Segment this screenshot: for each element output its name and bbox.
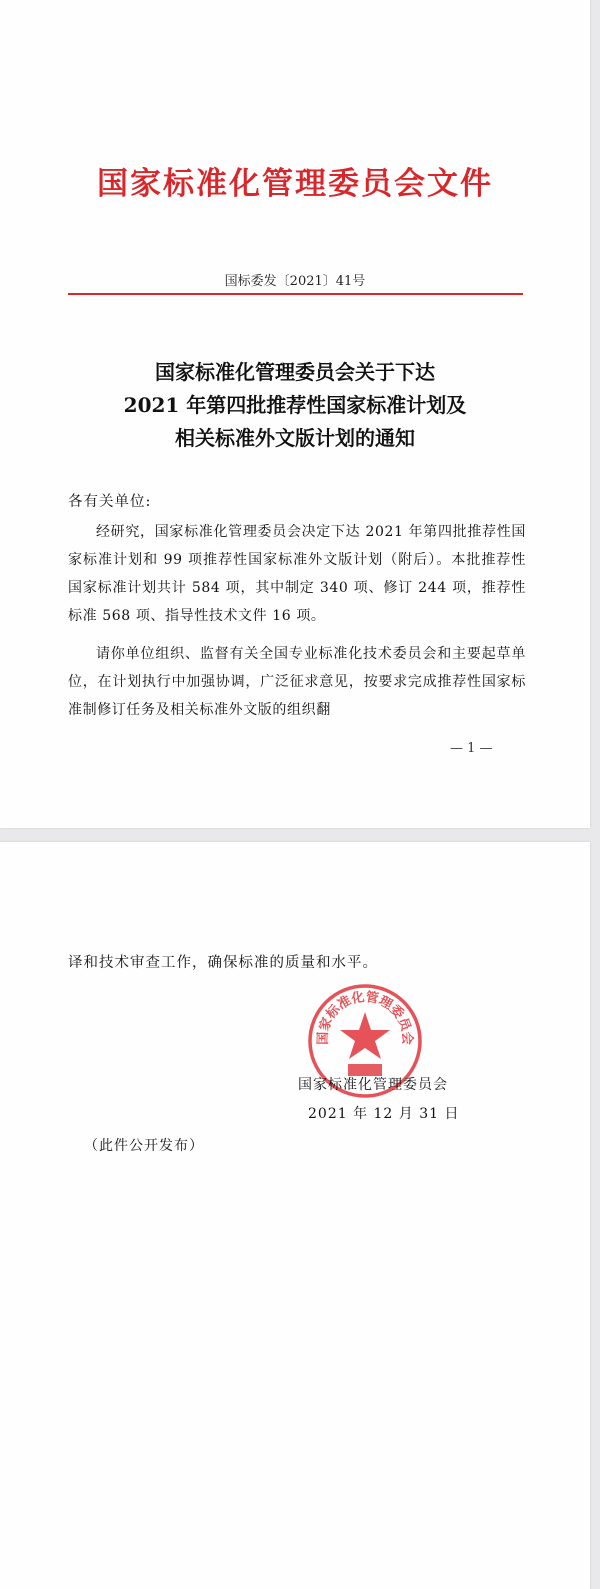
- page-number: — 1 —: [450, 741, 493, 756]
- org-header-title: 国家标准化管理委员会文件: [97, 166, 493, 202]
- notice-title-line-2: 2021 年第四批推荐性国家标准计划及: [123, 393, 467, 417]
- document-number: 国标委发〔2021〕41号: [224, 274, 366, 289]
- notice-title: [0, 356, 590, 455]
- body-paragraph-2: 请你单位组织、监督有关全国专业标准化技术委员会和主要起草单位，在计划执行中加强协调，广泛征求意见，按要求完成推荐性国家标准制修订任务及相关标准外文版的组织翻: [68, 646, 526, 718]
- red-divider-line: [68, 293, 523, 295]
- public-release-note: （此件公开发布）: [84, 1138, 204, 1154]
- body-continuation: 译和技术审查工作，确保标准的质量和水平。: [68, 955, 378, 971]
- salutation: 各有关单位:: [68, 494, 152, 510]
- seal-text: 国家标准化管理委员会: [315, 989, 415, 1046]
- notice-title-line-1: 国家标准化管理委员会关于下达: [155, 360, 435, 384]
- notice-title-line-3: 相关标准外文版计划的通知: [175, 426, 415, 450]
- issuer-name: 国家标准化管理委员会: [298, 1077, 448, 1093]
- body-paragraph-1: 经研究，国家标准化管理委员会决定下达 2021 年第四批推荐性国家标准计划和 99 项推荐性国家标准外文版计划（附后）。本批推荐性国家标准计划共计 584 项，其中制定 340 项、修订 244 项，推荐性标准 568 项、指导性技术文件 16 项。: [68, 524, 526, 624]
- issue-date: 2021 年 12 月 31 日: [308, 1106, 460, 1122]
